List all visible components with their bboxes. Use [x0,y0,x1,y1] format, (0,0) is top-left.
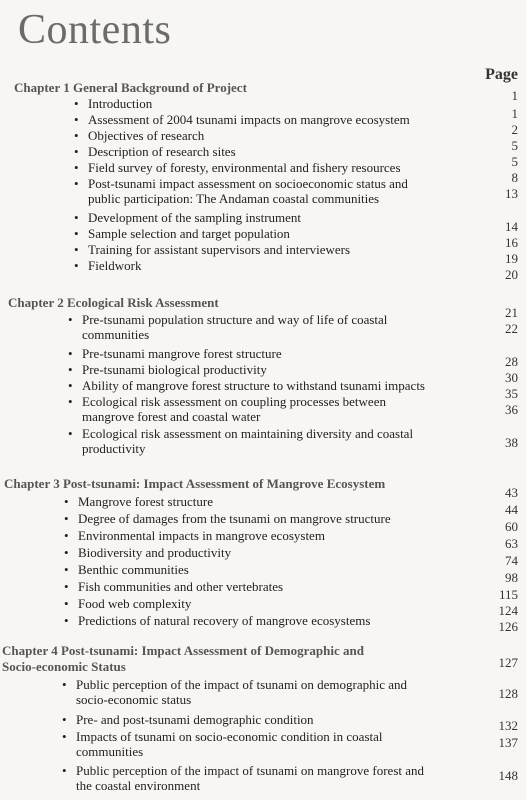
page-number: 8 [511,170,518,185]
page-title: Contents [18,7,172,53]
toc-item[interactable]: • Degree of damages from the tsunami on mangrove structure [64,511,391,526]
page-number: 98 [505,570,518,585]
page-number: 28 [505,354,518,369]
page-number: 127 [498,655,518,670]
toc-item[interactable]: • Predictions of natural recovery of mangrove ecosystems [64,613,371,628]
toc-item[interactable]: • Fieldwork [74,258,142,273]
page-number: 115 [498,587,518,602]
page-number: 16 [505,235,518,250]
toc-item[interactable]: • Development of the sampling instrument [74,210,302,225]
toc-item[interactable]: • Pre- and post-tsunami demographic condition [62,712,314,727]
page-number: 35 [505,386,518,401]
toc-item[interactable]: • Public perception of the impact of tsunami on mangrove forest and the coastal environment [62,763,425,793]
toc-item[interactable]: • Objectives of research [74,128,205,143]
page-number: 1 [511,106,518,121]
page-number: 22 [505,321,518,336]
toc-item[interactable]: • Post-tsunami impact assessment on socioeconomic status and public participation: The Andaman coastal communities [74,176,408,206]
page-number: 132 [498,718,518,733]
page-number: 43 [505,485,518,500]
toc-item[interactable]: • Ability of mangrove forest structure to withstand tsunami impacts [68,378,425,393]
page-number: 21 [505,305,518,320]
page-number: 137 [498,735,518,750]
page-number: 13 [505,186,518,201]
toc-item[interactable]: • Pre-tsunami biological productivity [68,362,267,377]
toc-item[interactable]: • Ecological risk assessment on maintaining diversity and coastal productivity [68,426,414,456]
page-number: 63 [505,536,518,551]
toc-item[interactable]: • Training for assistant supervisors and interviewers [74,242,351,257]
toc-item[interactable]: • Biodiversity and productivity [64,545,232,560]
page-number: 19 [505,251,518,266]
toc-item[interactable]: • Food web complexity [64,596,192,611]
page-column-header: Page [485,66,518,83]
toc-item[interactable]: • Ecological risk assessment on coupling processes between mangrove forest and coastal water [68,394,386,424]
toc-item[interactable]: • Pre-tsunami mangrove forest structure [68,346,282,361]
page-number: 30 [505,370,518,385]
page-number: 60 [505,519,518,534]
toc-item[interactable]: • Benthic communities [64,562,189,577]
page-number: 2 [511,122,518,137]
page-number: 148 [498,768,518,783]
toc-item[interactable]: • Fish communities and other vertebrates [64,579,284,594]
page-number: 36 [505,402,518,417]
page-number: 5 [511,138,518,153]
toc-item[interactable]: • Environmental impacts in mangrove ecosystem [64,528,325,543]
page-number: 20 [505,267,518,282]
chapter-2-heading: Chapter 2 Ecological Risk Assessment [8,295,219,310]
toc-item[interactable]: • Introduction [74,96,153,111]
toc-item[interactable]: • Field survey of foresty, environmental and fishery resources [74,160,401,175]
toc-item[interactable]: • Mangrove forest structure [64,494,214,509]
page-number: 44 [505,502,518,517]
chapter-3-heading: Chapter 3 Post-tsunami: Impact Assessment of Mangrove Ecosystem [4,476,386,491]
toc-item[interactable]: • Public perception of the impact of tsunami on demographic and socio-economic status [62,677,408,707]
chapter-4-heading: Chapter 4 Post-tsunami: Impact Assessment of Demographic and Socio-economic Status [2,643,364,674]
chapter-1-heading: Chapter 1 General Background of Project [14,80,247,95]
page-number: 74 [505,553,518,568]
toc-item[interactable]: • Pre-tsunami population structure and way of life of coastal communities [68,312,388,342]
toc-item[interactable]: • Assessment of 2004 tsunami impacts on mangrove ecosystem [74,112,410,127]
page-number: 14 [505,219,518,234]
page-number: 38 [505,435,518,450]
page-number: 126 [498,619,518,634]
page-number: 1 [511,88,518,103]
toc-item[interactable]: • Sample selection and target population [74,226,290,241]
toc-item[interactable]: • Impacts of tsunami on socio-economic condition in coastal communities [62,729,383,759]
toc-item[interactable]: • Description of research sites [74,144,236,159]
page-number: 124 [498,603,518,618]
page-number: 5 [511,154,518,169]
page-number: 128 [498,686,518,701]
